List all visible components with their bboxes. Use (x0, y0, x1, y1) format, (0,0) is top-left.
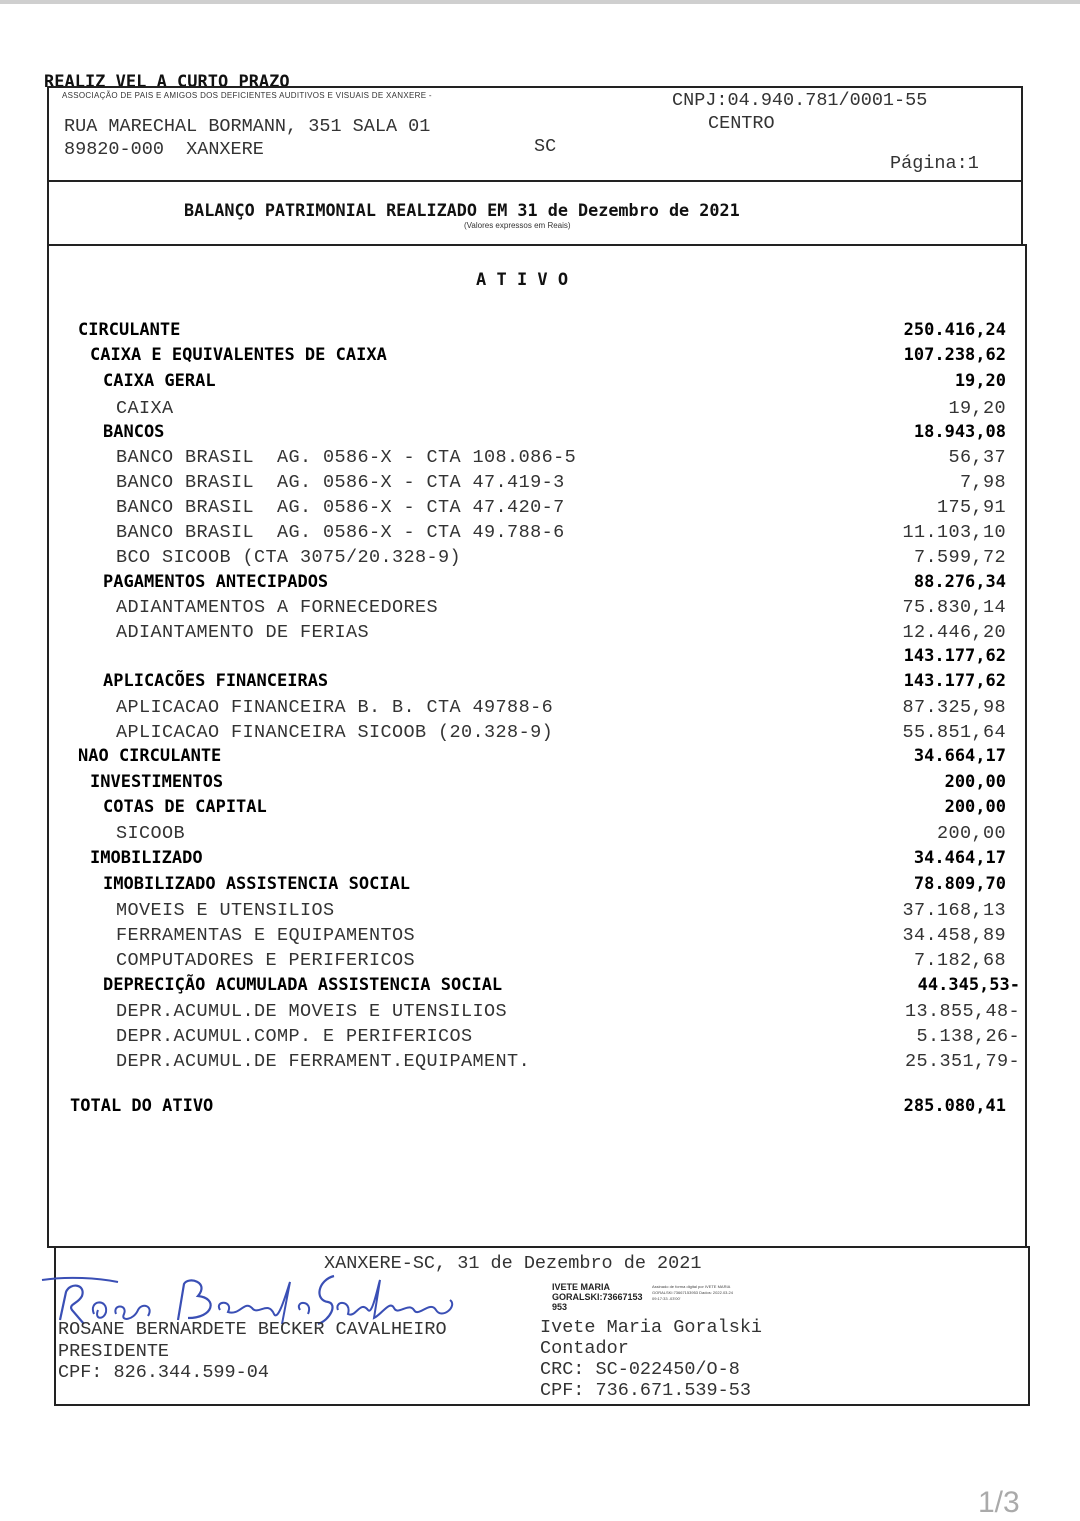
digital-signature-stamp (552, 1282, 643, 1312)
row-value: 250.416,24 (903, 320, 1006, 340)
balance-row (60, 671, 1020, 696)
row-value: 34.458,89 (902, 925, 1006, 946)
balance-row (60, 823, 1020, 848)
scan-top-edge (0, 0, 1080, 4)
row-label: APLICACAO FINANCEIRA SICOOB (20.328-9) (116, 722, 554, 743)
balance-row (60, 497, 1020, 522)
balance-row (60, 925, 1020, 950)
place-date: XANXERE-SC, 31 de Dezembro de 2021 (324, 1253, 702, 1274)
row-value: 75.830,14 (902, 597, 1006, 618)
row-label: DEPR.ACUMUL.COMP. E PERIFERICOS (116, 1026, 473, 1047)
balance-row (60, 797, 1020, 822)
row-value: 5.138,26- (916, 1026, 1020, 1047)
row-label: IMOBILIZADO (90, 848, 203, 868)
district: CENTRO (708, 113, 775, 134)
signer2-role: Contador (540, 1338, 629, 1359)
row-label: CAIXA GERAL (103, 371, 216, 391)
state: SC (534, 136, 557, 157)
row-label: SICOOB (116, 823, 186, 844)
total-label: TOTAL DO ATIVO (70, 1096, 214, 1116)
row-label: BANCO BRASIL AG. 0586-X - CTA 108.086-5 (116, 447, 577, 468)
row-value: 7.599,72 (913, 547, 1006, 568)
entity-name: ASSOCIAÇÃO DE PAIS E AMIGOS DOS DEFICIENTES AUDITIVOS E VISUAIS DE XANXERE - (62, 91, 432, 100)
row-label: COTAS DE CAPITAL (103, 797, 267, 817)
balance-row (60, 522, 1020, 547)
signer2-crc: CRC: SC-022450/O-8 (540, 1359, 740, 1380)
row-label: BCO SICOOB (CTA 3075/20.328-9) (116, 547, 462, 568)
row-label: APLICACAO FINANCEIRA B. B. CTA 49788-6 (116, 697, 554, 718)
row-value: 107.238,62 (903, 345, 1006, 365)
balance-row (60, 1026, 1020, 1051)
row-value: 78.809,70 (913, 874, 1006, 894)
row-label: APLICACÕES FINANCEIRAS (103, 671, 329, 691)
balance-row (60, 320, 1020, 345)
section-heading: A T I V O (476, 270, 569, 290)
balance-row (60, 697, 1020, 722)
row-value: 34.664,17 (913, 746, 1006, 766)
row-label: PAGAMENTOS ANTECIPADOS (103, 572, 329, 592)
row-value: 25.351,79- (904, 1051, 1020, 1072)
row-label: DEPR.ACUMUL.DE MOVEIS E UTENSILIOS (116, 1001, 508, 1022)
balance-row (60, 722, 1020, 747)
balance-row (60, 900, 1020, 925)
balance-row (60, 622, 1020, 647)
report-title: BALANÇO PATRIMONIAL REALIZADO EM 31 de Dezembro de 2021 (184, 200, 740, 220)
balance-row (60, 371, 1020, 396)
row-label: DEPR.ACUMUL.DE FERRAMENT.EQUIPAMENT. (116, 1051, 531, 1072)
row-label: CIRCULANTE (78, 320, 181, 340)
balance-row (60, 1051, 1020, 1076)
row-value: 55.851,64 (902, 722, 1006, 743)
balance-row (60, 646, 1020, 671)
signer2-cpf: CPF: 736.671.539-53 (540, 1380, 751, 1401)
balance-row (60, 746, 1020, 771)
balance-row (60, 572, 1020, 597)
row-value: 175,91 (936, 497, 1006, 518)
page-indicator: 1/3 (978, 1486, 1020, 1519)
row-label: BANCO BRASIL AG. 0586-X - CTA 47.419-3 (116, 472, 565, 493)
balance-row (60, 398, 1020, 423)
row-label: IMOBILIZADO ASSISTENCIA SOCIAL (103, 874, 411, 894)
cnpj: CNPJ:04.940.781/0001-55 (672, 90, 928, 111)
row-label: CAIXA E EQUIVALENTES DE CAIXA (90, 345, 387, 365)
row-label: BANCOS (103, 422, 165, 442)
balance-row (60, 874, 1020, 899)
row-value: 13.855,48- (904, 1001, 1020, 1022)
balance-row (60, 345, 1020, 370)
row-value: 7,98 (959, 472, 1006, 493)
stamp-line1: IVETE MARIA (552, 1282, 611, 1292)
balance-row (60, 422, 1020, 447)
total-row (60, 1096, 1020, 1121)
balance-row (60, 772, 1020, 797)
row-label: CAIXA (116, 398, 174, 419)
row-value: 88.276,34 (913, 572, 1006, 592)
row-value: 12.446,20 (902, 622, 1006, 643)
row-value: 11.103,10 (902, 522, 1006, 543)
balance-row (60, 547, 1020, 572)
row-value: 87.325,98 (902, 697, 1006, 718)
row-label: BANCO BRASIL AG. 0586-X - CTA 47.420-7 (116, 497, 565, 518)
row-label: MOVEIS E UTENSILIOS (116, 900, 335, 921)
row-label: DEPRECIÇÃO ACUMULADA ASSISTENCIA SOCIAL (103, 975, 503, 995)
row-value: 200,00 (944, 797, 1006, 817)
signer1-cpf: CPF: 826.344.599-04 (58, 1362, 269, 1383)
row-value: 7.182,68 (913, 950, 1006, 971)
report-subtitle: (Valores expressos em Reais) (464, 221, 571, 230)
digital-signature-details: Assinado de forma digital por IVETE MARIA GORALSKI:73667153953 Dados: 2022.03.24 09:17:33 -03'00' (652, 1284, 733, 1301)
balance-row (60, 472, 1020, 497)
signer1-role: PRESIDENTE (58, 1341, 170, 1362)
page-number: Página:1 (890, 153, 979, 174)
row-label: INVESTIMENTOS (90, 772, 224, 792)
stamp-line2: GORALSKI:73667153 (552, 1292, 643, 1302)
row-value: 19,20 (954, 371, 1006, 391)
total-value: 285.080,41 (903, 1096, 1006, 1116)
row-value: 56,37 (948, 447, 1006, 468)
row-value: 18.943,08 (913, 422, 1006, 442)
row-label: NAO CIRCULANTE (78, 746, 222, 766)
row-value: 19,20 (948, 398, 1006, 419)
row-value: 143.177,62 (903, 646, 1006, 666)
row-value: 143.177,62 (903, 671, 1006, 691)
cep-city: 89820-000 XANXERE (64, 139, 264, 160)
row-value: 200,00 (944, 772, 1006, 792)
row-label: ADIANTAMENTOS A FORNECEDORES (116, 597, 439, 618)
balance-row (60, 597, 1020, 622)
stamp-line3: 953 (552, 1302, 568, 1312)
balance-row (60, 950, 1020, 975)
signer2-name: Ivete Maria Goralski (540, 1317, 763, 1338)
address: RUA MARECHAL BORMANN, 351 SALA 01 (64, 116, 431, 137)
row-label: ADIANTAMENTO DE FERIAS (116, 622, 370, 643)
row-value: 37.168,13 (902, 900, 1006, 921)
balance-row (60, 447, 1020, 472)
row-value: 34.464,17 (913, 848, 1006, 868)
signer1-name: ROSANE BERNARDETE BECKER CAVALHEIRO (58, 1319, 447, 1340)
row-value: 44.345,53- (917, 975, 1020, 995)
row-label: BANCO BRASIL AG. 0586-X - CTA 49.788-6 (116, 522, 565, 543)
row-label: COMPUTADORES E PERIFERICOS (116, 950, 416, 971)
document-heading: REALIZ VEL A CURTO PRAZO (44, 72, 290, 92)
row-value: 200,00 (936, 823, 1006, 844)
balance-row (60, 1001, 1020, 1026)
balance-row (60, 848, 1020, 873)
row-label: FERRAMENTAS E EQUIPAMENTOS (116, 925, 416, 946)
balance-row (60, 975, 1020, 1000)
